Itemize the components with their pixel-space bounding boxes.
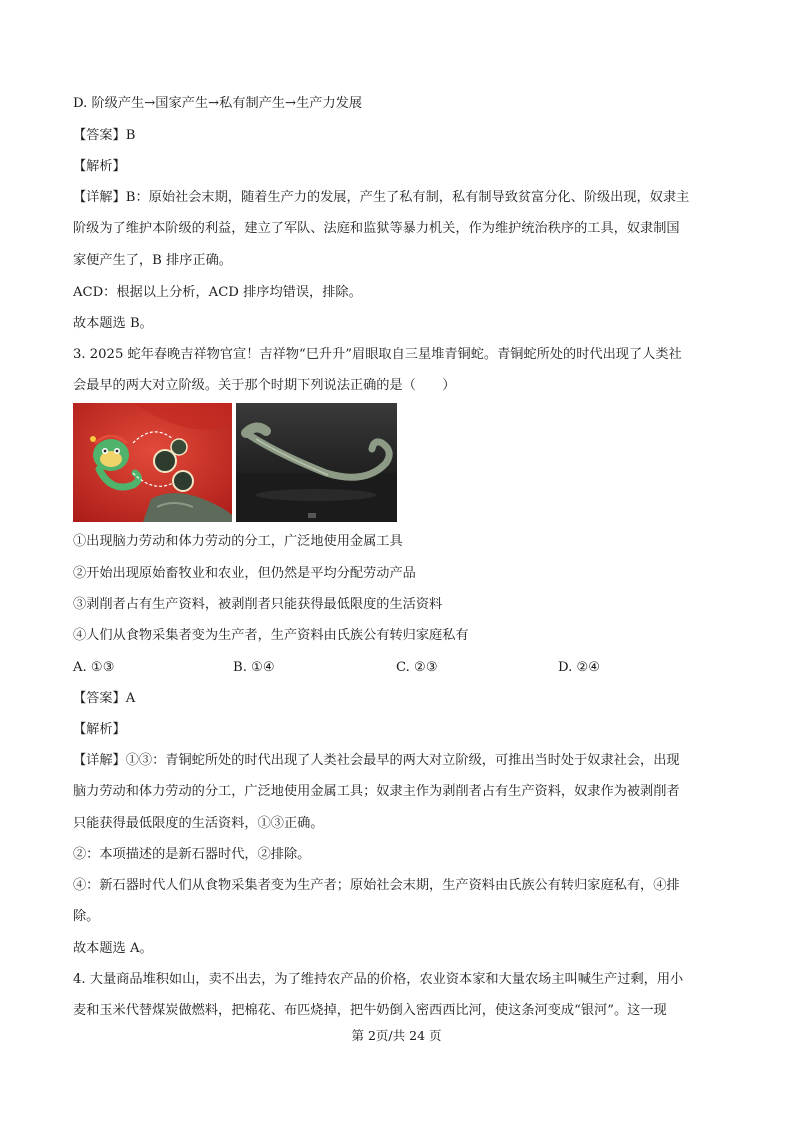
mascot-image	[73, 403, 232, 522]
explanation-line: 除。	[73, 909, 100, 924]
explanation-line: 脑力劳动和体力劳动的分工，广泛地使用金属工具；奴隶主作为剥削者占有生产资料，奴隶作为被剥削者	[73, 784, 680, 799]
answer-label: 【答案】B	[73, 128, 136, 143]
explanation-line: 家便产生了，B 排序正确。	[73, 253, 232, 268]
explanation-line: 【详解】①③：青铜蛇所处的时代出现了人类社会最早的两大对立阶级，可推出当时处于奴隶社会，出现	[73, 753, 680, 768]
choice-d: D. ②④	[558, 660, 601, 675]
conclusion-line: 故本题选 A。	[73, 941, 153, 956]
choice-b: B. ①④	[233, 660, 275, 675]
statement-4: ④人们从食物采集者变为生产者，生产资料由氏族公有转归家庭私有	[73, 628, 469, 643]
statement-3: ③剥削者占有生产资料，被剥削者只能获得最低限度的生活资料	[73, 597, 443, 612]
choice-c: C. ②③	[396, 660, 438, 675]
analysis-label: 【解析】	[73, 159, 126, 174]
explanation-line: 【详解】B：原始社会末期，随着生产力的发展，产生了私有制，私有制导致贫富分化、阶级出现，奴隶主	[73, 190, 690, 205]
answer-label: 【答案】A	[73, 691, 136, 706]
question-4-stem: 麦和玉米代替煤炭做燃料，把棉花、布匹烧掉，把牛奶倒入密西西比河，使这条河变成“银河”。这一现	[73, 1003, 667, 1018]
conclusion-line: 故本题选 B。	[73, 316, 153, 331]
analysis-label: 【解析】	[73, 722, 126, 737]
explanation-line: ②：本项描述的是新石器时代，②排除。	[73, 847, 311, 862]
question-4-stem: 4. 大量商品堆积如山，卖不出去，为了维持农产品的价格，农业资本家和大量农场主叫喊生产过剩，用小	[73, 972, 684, 987]
bronze-snake-image	[236, 403, 397, 522]
choice-a: A. ①③	[73, 660, 115, 675]
option-d-line: D. 阶级产生→国家产生→私有制产生→生产力发展	[73, 96, 363, 111]
explanation-line: ACD：根据以上分析，ACD 排序均错误，排除。	[73, 285, 362, 300]
page-footer: 第 2页/共 24 页	[351, 1028, 442, 1043]
statement-2: ②开始出现原始畜牧业和农业，但仍然是平均分配劳动产品	[73, 566, 416, 581]
explanation-line: 阶级为了维护本阶级的利益，建立了军队、法庭和监狱等暴力机关，作为维护统治秩序的工具，奴隶制国	[73, 221, 680, 236]
question-3-stem: 3. 2025 蛇年春晚吉祥物官宣！吉祥物“巳升升”眉眼取自三星堆青铜蛇。青铜蛇所处的时代出现了人类社	[73, 347, 682, 362]
question-3-stem: 会最早的两大对立阶级。关于那个时期下列说法正确的是（ ）	[73, 378, 456, 393]
statement-1: ①出现脑力劳动和体力劳动的分工，广泛地使用金属工具	[73, 534, 403, 549]
explanation-line: 只能获得最低限度的生活资料，①③正确。	[73, 816, 324, 831]
explanation-line: ④：新石器时代人们从食物采集者变为生产者；原始社会末期，生产资料由氏族公有转归家庭私有，④排	[73, 878, 680, 893]
